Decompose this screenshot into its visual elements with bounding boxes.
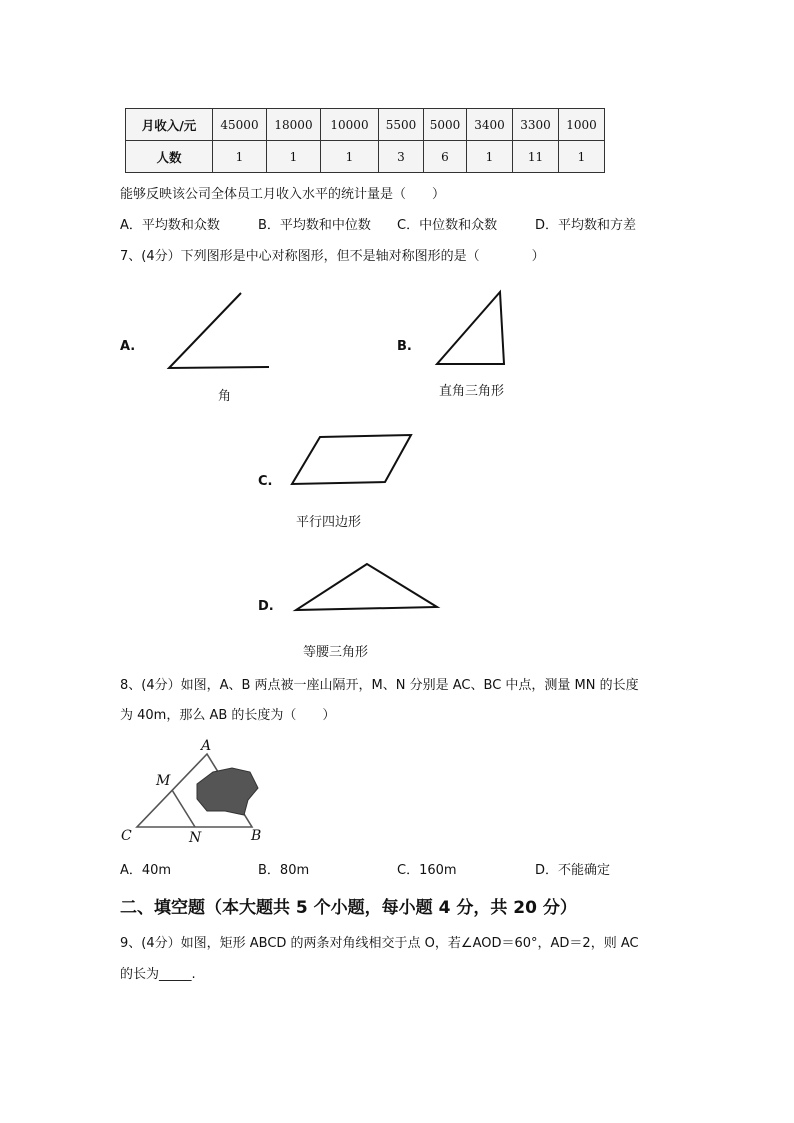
- table-cell: 3300: [513, 109, 559, 141]
- q9-stem-line1: 9、(4分）如图，矩形 ABCD 的两条对角线相交于点 O，若∠AOD＝60°，AD＝2，则 AC: [120, 936, 639, 951]
- table-cell: 1: [213, 141, 267, 173]
- q7-label-d: D.: [258, 599, 274, 614]
- point-label-a: A: [201, 738, 212, 754]
- q7-label-b: B.: [397, 339, 412, 354]
- table-cell: 3400: [467, 109, 513, 141]
- table-header-income: 月收入/元: [126, 109, 213, 141]
- q6-option-b: B．平均数和中位数: [258, 218, 371, 233]
- table-cell: 5000: [424, 109, 467, 141]
- q6-option-d: D．平均数和方差: [535, 218, 637, 233]
- point-label-b: B: [251, 828, 262, 844]
- q7-caption-c: 平行四边形: [296, 515, 362, 530]
- segment-mn: [172, 790, 195, 827]
- table-cell: 18000: [267, 109, 321, 141]
- table-header-count: 人数: [126, 141, 213, 173]
- section-title: 二、填空题（本大题共 5 个小题，每小题 4 分，共 20 分）: [120, 898, 577, 918]
- point-label-c: C: [121, 828, 132, 844]
- table-cell: 1: [467, 141, 513, 173]
- table-cell: 1: [267, 141, 321, 173]
- q8-option-c: C．160m: [397, 863, 457, 878]
- table-cell: 11: [513, 141, 559, 173]
- q6-stem: 能够反映该公司全体员工月收入水平的统计量是（ ）: [120, 187, 446, 202]
- q7-caption-d: 等腰三角形: [303, 645, 369, 660]
- q8-stem-line2: 为 40m，那么 AB 的长度为（ ）: [120, 708, 336, 723]
- q8-stem-line1: 8、(4分）如图，A、B 两点被一座山隔开，M、N 分别是 AC、BC 中点，测量 MN 的长度: [120, 678, 639, 693]
- q7-label-a: A.: [120, 339, 136, 354]
- table-cell: 3: [379, 141, 424, 173]
- table-cell: 10000: [321, 109, 379, 141]
- table-cell: 5500: [379, 109, 424, 141]
- table-cell: 1: [321, 141, 379, 173]
- table-cell: 1000: [559, 109, 605, 141]
- point-label-m: M: [156, 773, 171, 789]
- q7-caption-a: 角: [218, 389, 232, 404]
- q6-option-a: A．平均数和众数: [120, 218, 220, 233]
- mountain-shape: [197, 768, 258, 815]
- q8-option-b: B．80m: [258, 863, 310, 878]
- table-cell: 45000: [213, 109, 267, 141]
- q6-option-c: C．中位数和众数: [397, 218, 498, 233]
- q7-stem: 7、(4分）下列图形是中心对称图形，但不是轴对称图形的是（ ）: [120, 249, 545, 264]
- table-cell: 1: [559, 141, 605, 173]
- q8-option-d: D．不能确定: [535, 863, 611, 878]
- q8-option-a: A．40m: [120, 863, 172, 878]
- q9-stem-line2: 的长为_____.: [120, 967, 196, 982]
- q7-label-c: C.: [258, 474, 273, 489]
- table-cell: 6: [424, 141, 467, 173]
- point-label-n: N: [189, 830, 202, 846]
- q7-caption-b: 直角三角形: [439, 384, 505, 399]
